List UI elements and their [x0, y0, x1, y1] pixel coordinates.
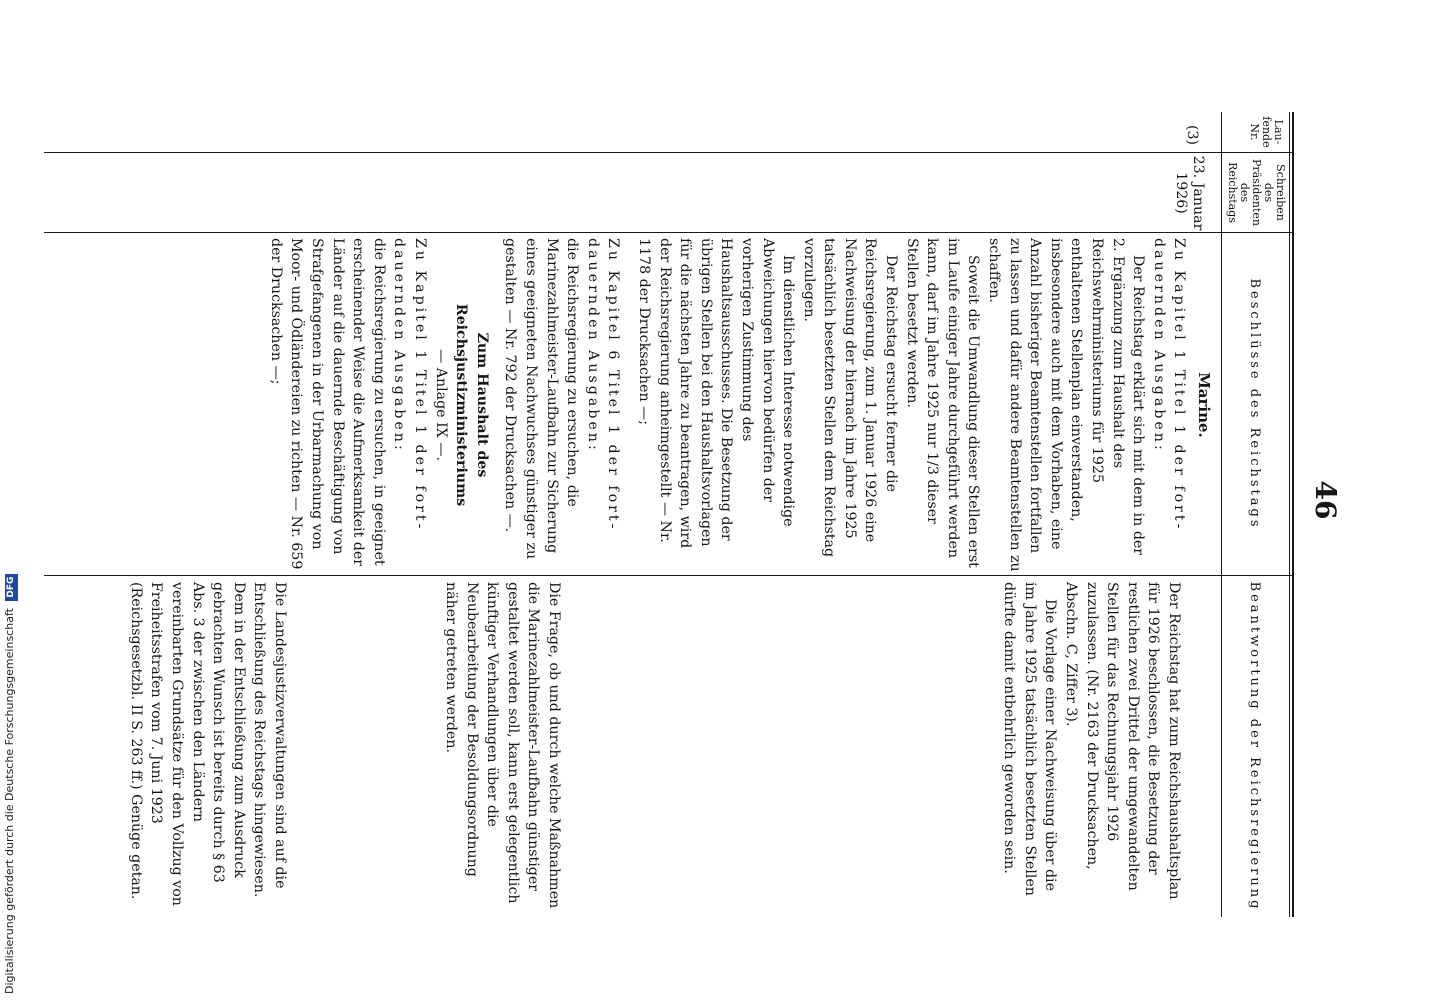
- heading-line: Zu Kapitel 1 Titel 1 der fort-: [412, 238, 429, 532]
- header-line: Präsidenten: [1250, 158, 1263, 227]
- header-line: Schreiben: [1274, 164, 1287, 221]
- header-line: fende: [1260, 116, 1273, 148]
- heading-line: dauernden Ausgaben:: [584, 238, 601, 453]
- header-line: Nr.: [1248, 123, 1261, 141]
- heading-line: Zu Kapitel 6 Titel 1 der fort-: [605, 238, 622, 532]
- row-number: (3): [1184, 124, 1200, 146]
- footer-rotator: [2, 0, 22, 1000]
- header-line: des: [1238, 182, 1251, 203]
- paragraph-text: Die Landesjustizverwaltungen sind auf die Entschließung des Reichstags hingewiesen. Dem in der Entschließung zum Ausdruck gebrachten Wunsch ist bereits durch § 63 Abs. 3 der zwischen den Ländern vereinbarten Grundsätze für den Vollzug von Freiheitsstrafen vom 7. Juni 1923 (Reichsgesetzbl. II S. 263 ff.) Genüge getan.: [127, 582, 288, 906]
- paragraph-text: Die Frage, ob und durch welche Maßnahmen die Marinezahlmeister-Laufbahn günstiger gestaltet werden soll, kann erst gelegentlich künftiger Verhandlungen über die Neubearbeitung der Besoldungsordnung näher getreten werden.: [443, 582, 562, 909]
- paragraph-text: Der Reichstag hat zum Reichshaushaltsplan für 1926 beschlossen, die Besetzung der restlichen zwei Drittel der umgewandelten Stellen für das Rechnungsjahr 1926 zuzulassen. (Nr. 2163 der Drucksachen, Abschn. C, Ziffer 3).: [1063, 582, 1182, 900]
- block1-paragraph-4: Im dienstlichen Interesse notwendige Abweichungen hiervon bedürfen der vorherigen Zustimmung des Haushaltsausschusses. Die Besetzung der übrigen Stellen bei den Haushaltsvorlagen für die nächsten Jahre zu beantragen, wird der Reichsregierung anheimgestellt — Nr. 1178 der Drucksachen —;: [635, 238, 797, 549]
- block1-paragraph-3: Der Reichstag ersucht ferner die Reichsregierung, zum 1. Januar 1926 eine Nachweisung der hiernach im Jahre 1925 tatsächlich besetzten Stellen dem Reichstag vorzulegen.: [800, 238, 900, 558]
- digitization-footer: [2, 0, 18, 994]
- date-line: 1926): [1173, 172, 1189, 214]
- header-line: Reichstags: [1226, 162, 1239, 223]
- dfg-logo: DFG: [5, 574, 18, 601]
- header-beantwortung: Beantwortung der Reichsregierung: [1247, 581, 1262, 912]
- header-line: des: [1262, 182, 1275, 203]
- heading-line: Zu Kapitel 1 Titel 1 der fort-: [1171, 238, 1188, 532]
- footer-text: Digitalisierung gefördert durch die Deutsche Forschungsgemeinschaft: [3, 608, 16, 994]
- page-number: 46: [1309, 480, 1342, 520]
- header-beschluesse: Beschlüsse des Reichstags: [1247, 278, 1262, 530]
- block3-paragraph-1: die Reichsregierung zu ersuchen, in geeignet erscheinender Weise die Aufmerksamkeit der Länder auf die dauernde Beschäftigung von Strafgefangenen in der Urbarmachung von Moor- und Ödländereien zu richten — Nr. 659 der Drucksachen —;: [267, 238, 387, 570]
- block1-paragraph-1: Der Reichstag erklärt sich mit dem in der 2. Ergänzung zum Haushalt des Reichswehrministeriums für 1925 enthaltenen Stellenplan einverstanden, insbesondere auch mit dem Vorhaben, eine Anzahl bisheriger Beamtenstellen fortfallen zu lassen und dafür andere Beamtenstellen zu schaffen.: [986, 238, 1147, 572]
- section-justiz-sub: — Anlage IX —.: [432, 349, 449, 461]
- header-line: Lau-: [1272, 119, 1285, 145]
- heading-line: dauernden Ausgaben:: [1150, 238, 1167, 453]
- block1-paragraph-2: Soweit die Umwandlung dieser Stellen erst im Laufe einiger Jahre durchgeführt werden kann, darf im Jahre 1925 nur 1/3 dieser Stellen besetzt werden.: [903, 238, 982, 568]
- date-line: 23. Januar: [1190, 155, 1206, 231]
- section-marine: Marine.: [1195, 372, 1213, 438]
- heading-line: dauernden Ausgaben:: [391, 238, 408, 453]
- paragraph-text: Die Vorlage einer Nachweisung über die im Jahre 1925 tatsächlich besetzten Stellen dürfte damit entbehrlich geworden sein.: [1001, 582, 1059, 896]
- section-justiz: Zum Haushalt des Reichsjustizministeriums: [453, 303, 490, 507]
- block2-paragraph-1: die Reichsregierung zu ersuchen, die Marinezahlmeister-Laufbahn zur Sicherung eines geeigneten Nachwuchses günstiger zu gestalten — Nr. 792 der Drucksachen —.: [502, 238, 581, 560]
